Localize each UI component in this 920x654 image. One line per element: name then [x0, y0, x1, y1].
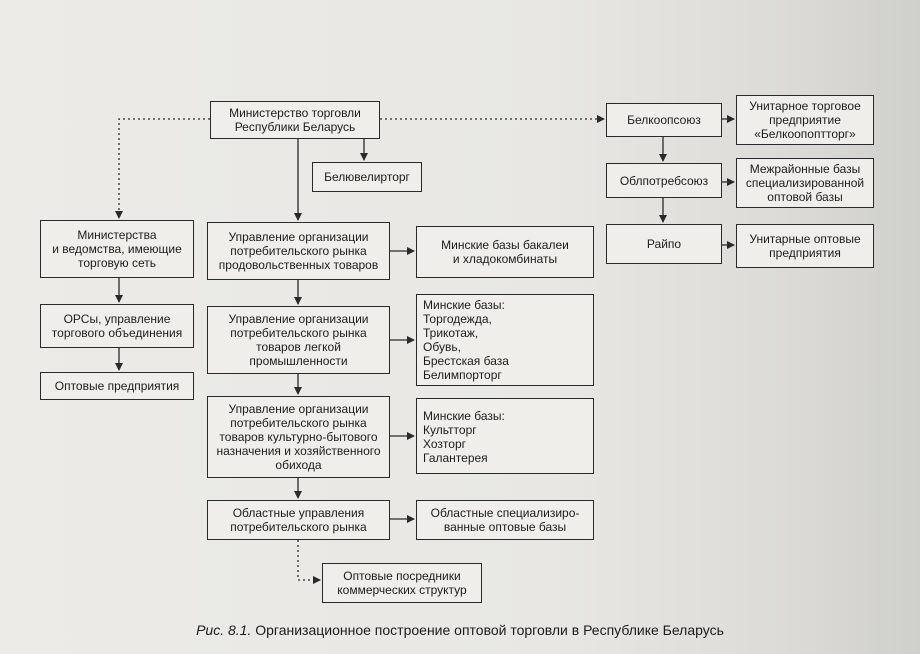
node-beluvelirtorg: Белювелирторг — [312, 162, 422, 192]
node-interdistrict: Межрайонные базы специализированной оптовой базы — [736, 158, 874, 208]
node-wholesale-enterprises: Оптовые предприятия — [40, 372, 194, 400]
figure-caption-text: Организационное построение оптовой торговли в Республике Беларусь — [251, 622, 724, 638]
node-ministries-depts: Министерства и ведомства, имеющие торговую сеть — [40, 220, 194, 278]
node-minsk-grocery: Минские базы бакалеи и хладокомбинаты — [416, 226, 594, 278]
node-light-dept: Управление организации потребительского рынка товаров легкой промышленности — [207, 306, 390, 374]
node-belkoopsoyuz: Белкоопсоюз — [606, 103, 722, 137]
node-unitary-belkoop: Унитарное торговое предприятие «Белкоопоптторг» — [736, 95, 874, 145]
node-minsk-culture: Минские базы: Культторг Хозторг Галантерея — [416, 398, 594, 474]
node-unitary-wholesale: Унитарные оптовые предприятия — [736, 224, 874, 268]
figure-caption-label: Рис. 8.1. — [196, 622, 252, 638]
node-oblpotrebsoyuz: Облпотребсоюз — [606, 163, 722, 198]
node-raipo: Райпо — [606, 224, 722, 264]
node-minsk-light: Минские базы: Торгодежда, Трикотаж, Обувь, Брестская база Белимпорторг — [416, 294, 594, 386]
edge-ministry-ministries — [119, 119, 210, 218]
node-culture-dept: Управление организации потребительского рынка товаров культурно-бытового назначения и хозяйственного обихода — [207, 396, 390, 478]
node-regional-dept: Областные управления потребительского рынка — [207, 500, 390, 540]
edge-regional-intermediaries — [298, 540, 320, 580]
node-ors: ОРСы, управление торгового объединения — [40, 304, 194, 348]
node-regional-bases: Областные специализиро- ванные оптовые базы — [416, 500, 594, 540]
node-ministry: Министерство торговли Республики Беларусь — [210, 101, 380, 139]
node-intermediaries: Оптовые посредники коммерческих структур — [322, 563, 482, 603]
node-food-dept: Управление организации потребительского рынка продовольственных товаров — [207, 222, 390, 280]
figure-caption — [0, 622, 920, 638]
